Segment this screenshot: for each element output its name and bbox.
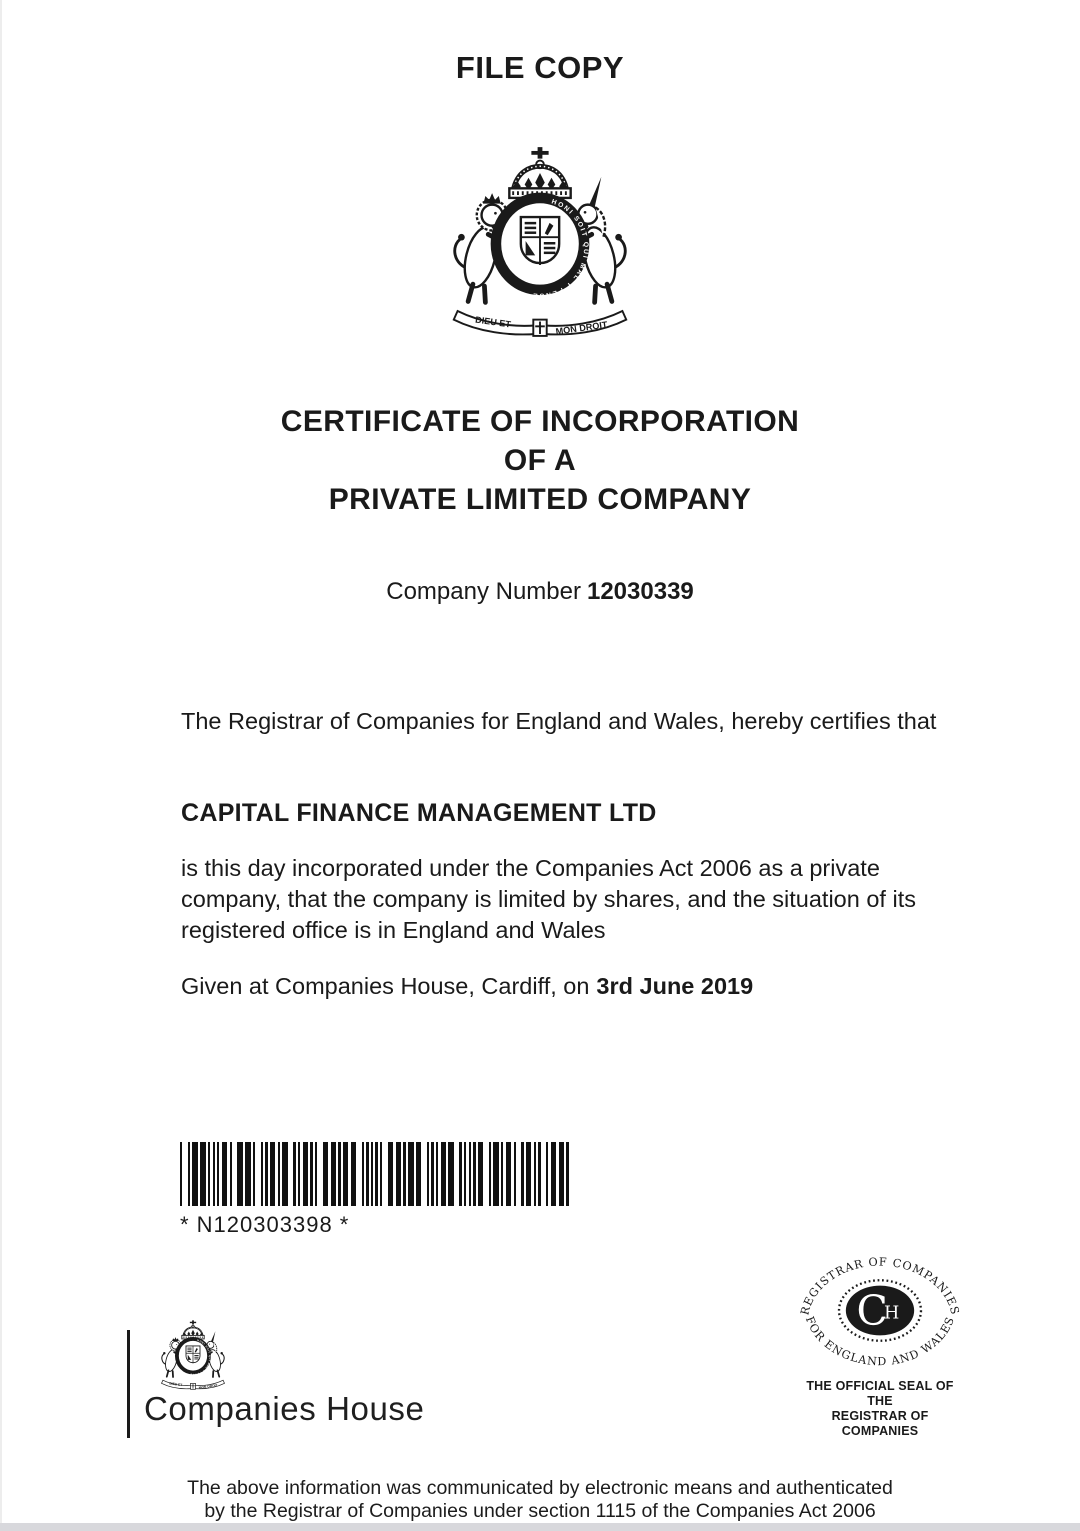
seal-caption-line-2: REGISTRAR OF COMPANIES <box>831 1409 929 1438</box>
given-date: 3rd June 2019 <box>596 973 754 999</box>
seal-monogram-c: C <box>856 1287 888 1336</box>
footer-line-2: by the Registrar of Companies under section 1115 of the Companies Act 2006 <box>204 1500 876 1522</box>
logo-divider-bar <box>127 1330 130 1438</box>
companies-house-wordmark: Companies House <box>144 1390 425 1427</box>
page-bottom-edge <box>0 1523 1080 1531</box>
certify-paragraph: The Registrar of Companies for England and Wales, hereby certifies that <box>181 708 937 734</box>
garter-motto: HONI SOIT QUI MAL Y PENSE <box>531 198 590 299</box>
footer-note <box>0 1477 1080 1523</box>
incorporation-paragraph: is this day incorporated under the Companies Act 2006 as a private company, that the company is limited by shares, and the situation of its registered office is in England and Wales <box>181 855 916 943</box>
given-prefix: Given at Companies House, Cardiff, on <box>181 973 590 999</box>
official-seal <box>792 1250 968 1439</box>
seal-arc-top: REGISTRAR OF COMPANIES <box>798 1255 962 1317</box>
seal-icon <box>792 1250 968 1372</box>
title-line-1: CERTIFICATE OF INCORPORATION <box>280 405 800 438</box>
seal-arc-bottom: FOR ENGLAND AND WALES <box>802 1314 958 1369</box>
motto-left: DIEU ET <box>474 314 512 330</box>
seal-caption <box>792 1379 968 1439</box>
seal-monogram-h: H <box>884 1303 900 1324</box>
company-number-label: Company Number <box>386 578 581 605</box>
seal-caption-line-1: THE OFFICIAL SEAL OF THE <box>806 1379 954 1408</box>
companies-house-logo <box>127 1320 457 1440</box>
barcode-label: * N120303398 * <box>180 1212 350 1237</box>
title-line-3: PRIVATE LIMITED COMPANY <box>328 483 752 516</box>
title-line-2: OF A <box>503 444 577 477</box>
company-number-value: 12030339 <box>586 578 694 605</box>
page-edge-shadow <box>0 0 2 1531</box>
motto-right: MON DROIT <box>555 319 609 337</box>
given-at-line <box>181 970 753 1002</box>
company-name: CAPITAL FINANCE MANAGEMENT LTD <box>181 799 657 827</box>
company-number-line <box>0 578 1080 606</box>
royal-coat-of-arms-icon <box>425 146 655 338</box>
file-copy-heading: FILE COPY <box>455 50 625 85</box>
barcode <box>180 1142 571 1206</box>
companies-house-crest-icon <box>145 1320 241 1390</box>
footer-line-1: The above information was communicated by electronic means and authenticated <box>187 1477 893 1499</box>
certificate-title <box>0 402 1080 519</box>
